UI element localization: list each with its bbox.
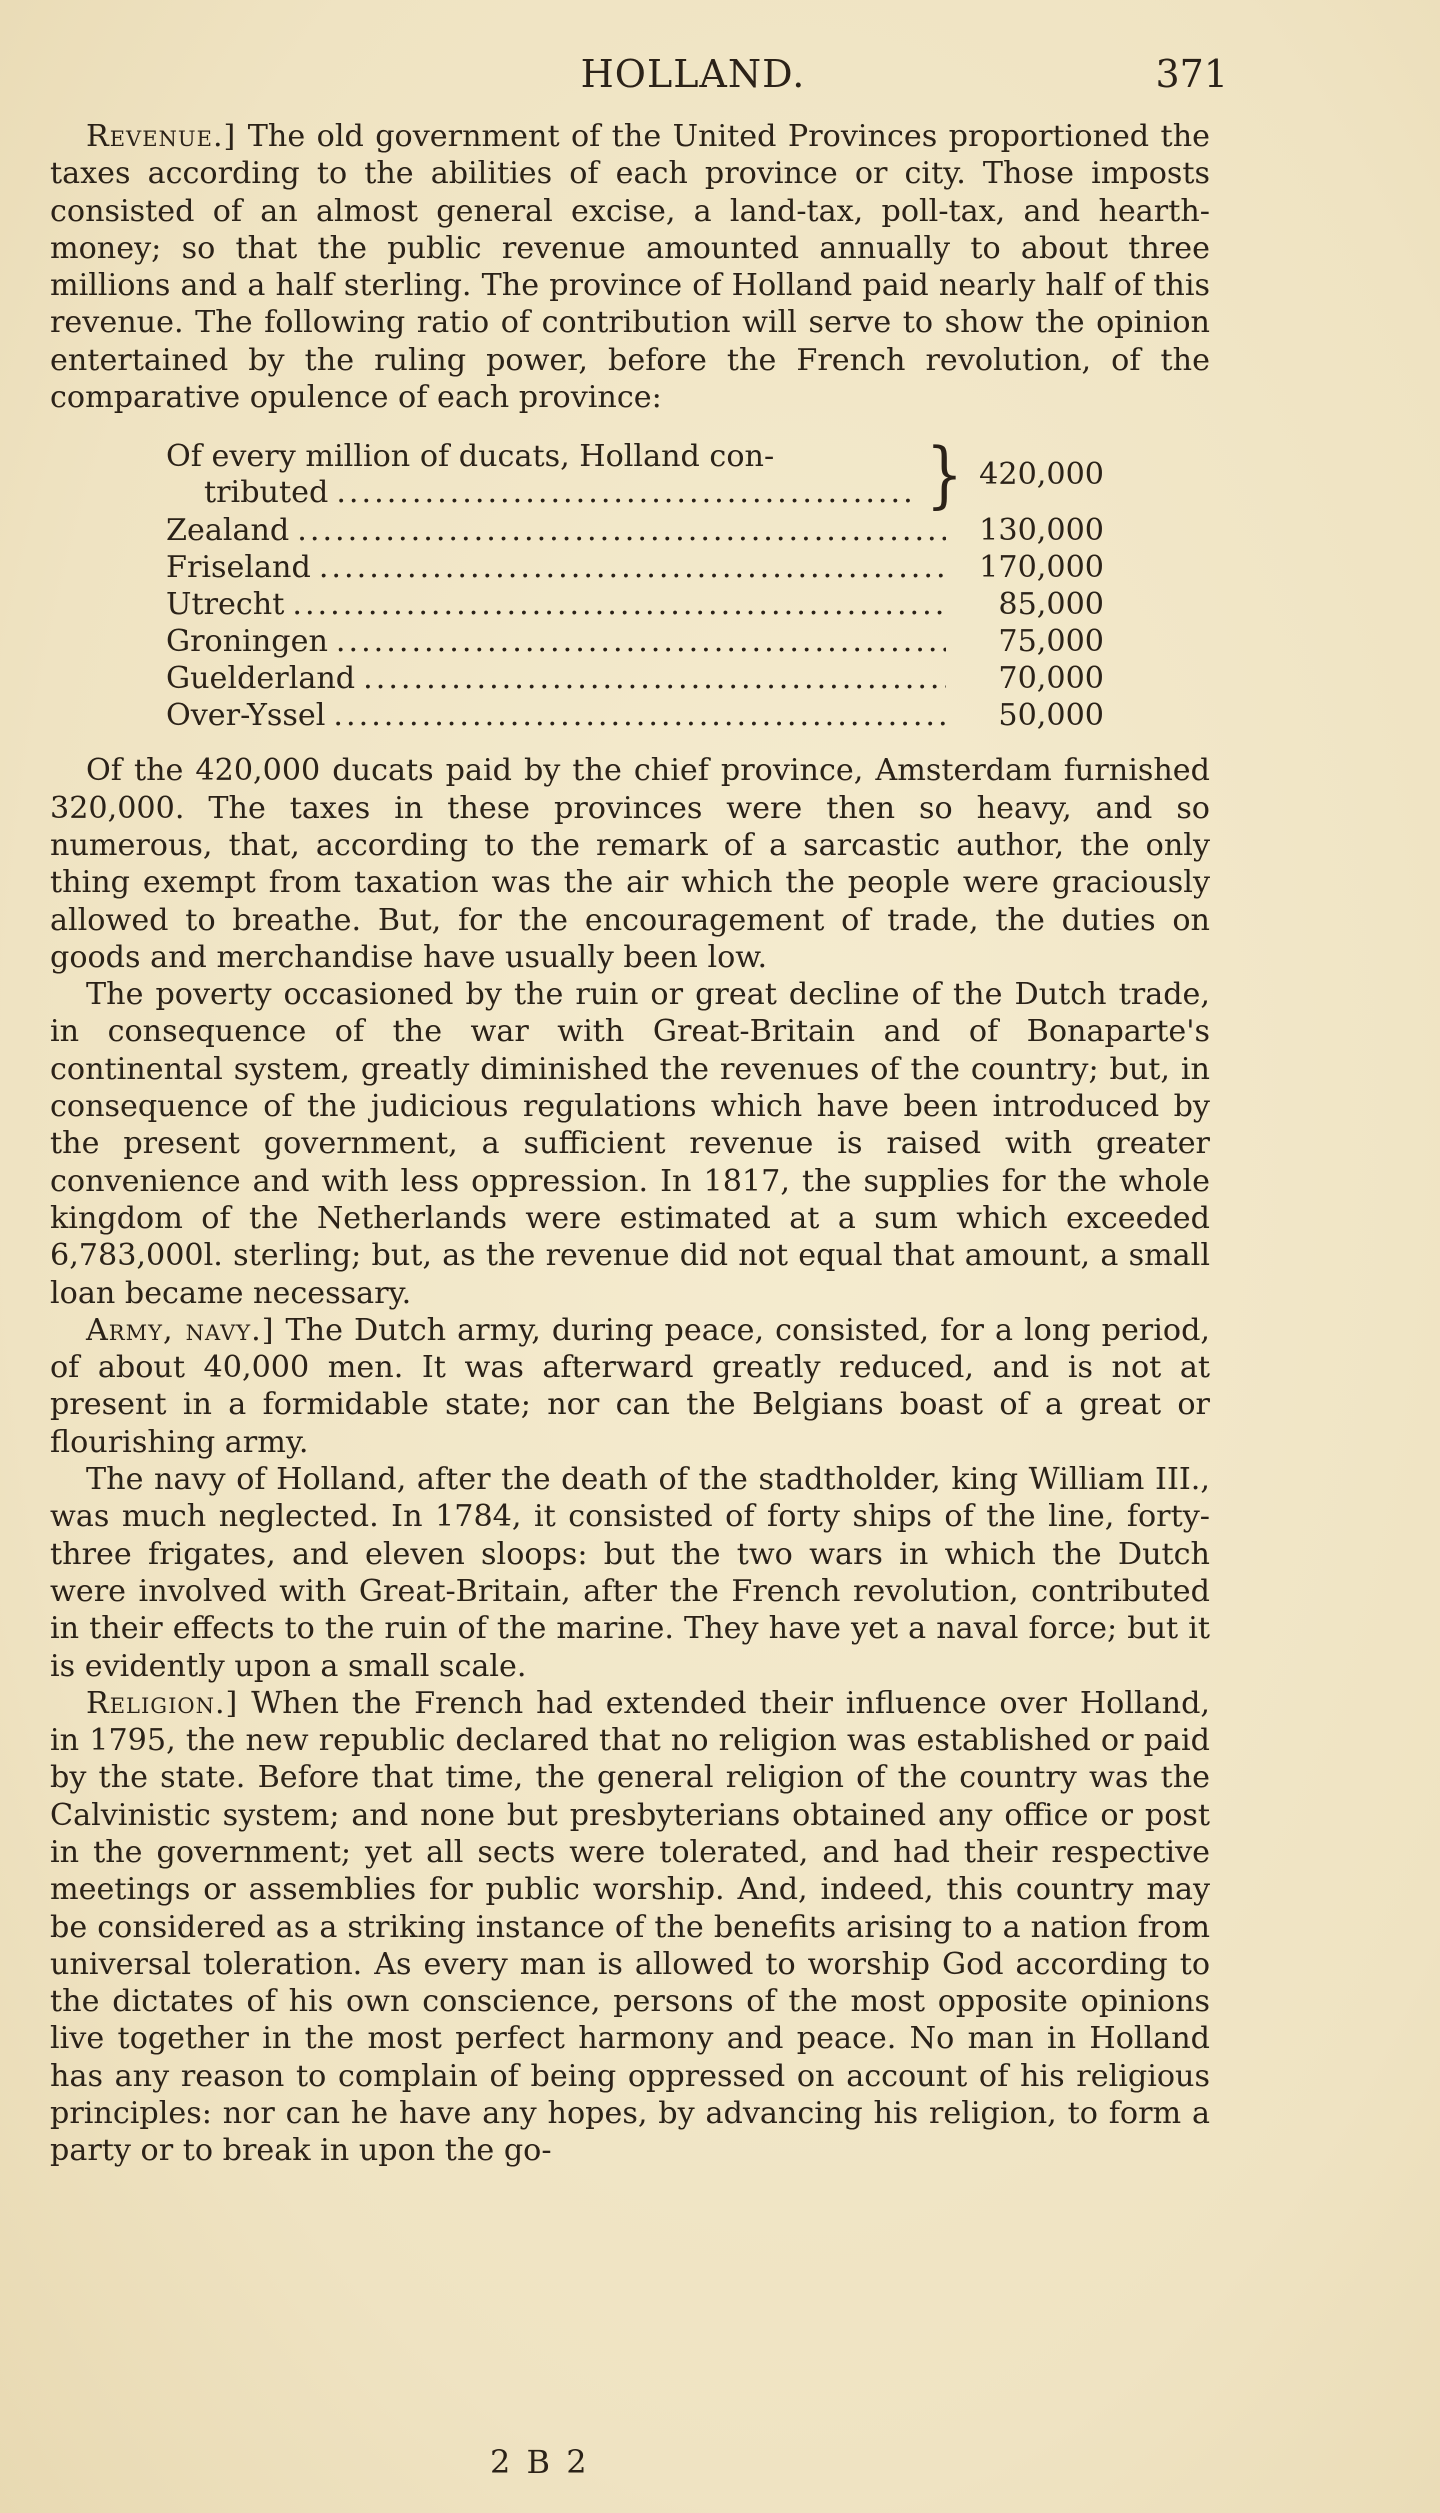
province-value: 70,000 — [998, 661, 1104, 697]
brace-glyph: } — [926, 431, 963, 517]
army-paragraph-1 — [50, 1312, 1210, 1461]
religion-paragraph-1 — [50, 1685, 1210, 2170]
army-paragraph-1-text: The Dutch army, during peace, consisted, for a long period, of about 40,000 men. It was afterward greatly reduced, and is not at present in a formidable state; nor can the Belgians boast of a great or flourishing army. — [50, 1312, 1210, 1460]
religion-paragraph-1-text: When the French had extended their influence over Holland, in 1795, the new republic declared that no religion was established or paid by the state. Before that time, the general religion of the country was the Calvinistic system; and none but presbyterians obtained any office or post in the government; yet all sects were tolerated, and had their respective meetings or assemblies for public worship. And, indeed, this country may be considered as a striking instance of the benefits arising to a nation from universal toleration. As every man is allowed to worship God according to the dictates of his own conscience, persons of the most opposite opinions live together in the most perfect harmony and peace. No man in Holland has any reason to complain of being oppressed on account of his religious principles: nor can he have any hopes, by advancing his religion, to form a party or to break in upon the go- — [50, 1685, 1210, 2169]
province-name: Groningen — [166, 624, 328, 660]
province-name: Guelderland — [166, 661, 356, 697]
province-value: 75,000 — [998, 624, 1104, 660]
table-row — [166, 623, 1104, 660]
religion-heading: Religion.] — [86, 1685, 239, 1721]
table-row — [166, 549, 1104, 586]
leader-dots — [319, 549, 946, 586]
army-paragraph-2: The navy of Holland, after the death of the stadtholder, king William III., was much neglected. In 1784, it consisted of forty ships of the line, forty-three frigates, and eleven sloops: but the two wars in which the Dutch were involved with Great-Britain, after the French revolution, contributed in their effects to the ruin of the marine. They have yet a naval force; but it is evidently upon a small scale. — [50, 1462, 1210, 1684]
province-name: Friseland — [166, 550, 311, 586]
revenue-paragraph-1 — [50, 118, 1210, 416]
holland-value: 420,000 — [979, 456, 1104, 492]
contribution-table — [166, 431, 1104, 734]
running-head: HOLLAND. — [580, 52, 806, 96]
table-row — [166, 512, 1104, 549]
holland-label-line-1: Of every million of ducats, Holland con- — [166, 439, 775, 475]
page-number: 371 — [1155, 52, 1228, 96]
revenue-heading: Revenue.] — [86, 119, 237, 154]
holland-label — [166, 438, 926, 510]
province-value: 130,000 — [979, 513, 1104, 549]
province-value: 170,000 — [979, 550, 1104, 586]
leader-dots — [363, 660, 946, 697]
leader-dots — [292, 586, 946, 623]
body-text — [50, 118, 1210, 2170]
signature-mark: 2 B 2 — [490, 2443, 590, 2481]
leader-dots — [336, 623, 946, 660]
table-row-holland — [166, 431, 1104, 517]
holland-label-line-2: tributed — [204, 475, 329, 511]
revenue-paragraph-3: The poverty occasioned by the ruin or great decline of the Dutch trade, in consequence of the war with Great-Britain and of Bonaparte's continental system, greatly diminished the revenues of the country; but, in consequence of the judicious regulations which have been introduced by the present government, a sufficient revenue is raised with greater convenience and with less oppression. In 1817, the supplies for the whole kingdom of the Netherlands were estimated at a sum which exceeded 6,783,000l. sterling; but, as the revenue did not equal that amount, a small loan became necessary. — [50, 977, 1210, 1311]
leader-dots — [333, 697, 946, 734]
leader-dots — [297, 512, 946, 549]
province-value: 85,000 — [998, 587, 1104, 623]
province-value: 50,000 — [998, 698, 1104, 734]
page-header — [158, 52, 1228, 104]
army-heading: Army, navy.] — [86, 1312, 275, 1348]
table-row — [166, 586, 1104, 623]
revenue-paragraph-2: Of the 420,000 ducats paid by the chief province, Amsterdam furnished 320,000. The taxes in these provinces were then so heavy, and so numerous, that, according to the remark of a sarcastic author, the only thing exempt from taxation was the air which the people were graciously allowed to breathe. But, for the encouragement of trade, the duties on goods and merchandise have usually been low. — [50, 753, 1210, 975]
revenue-paragraph-1-text: The old government of the United Provinces proportioned the taxes according to the abilities of each province or city. Those imposts consisted of an almost general excise, a land-tax, poll-tax, and hearth-money; so that the public revenue amounted annually to about three millions and a half sterling. The province of Holland paid nearly half of this revenue. The following ratio of contribution will serve to show the opinion entertained by the ruling power, before the French revolution, of the comparative opulence of each province: — [50, 119, 1210, 416]
province-name: Utrecht — [166, 587, 285, 623]
province-name: Over-Yssel — [166, 698, 326, 734]
province-name: Zealand — [166, 513, 290, 549]
table-row — [166, 660, 1104, 697]
table-row — [166, 697, 1104, 734]
leader-dots — [336, 474, 918, 511]
